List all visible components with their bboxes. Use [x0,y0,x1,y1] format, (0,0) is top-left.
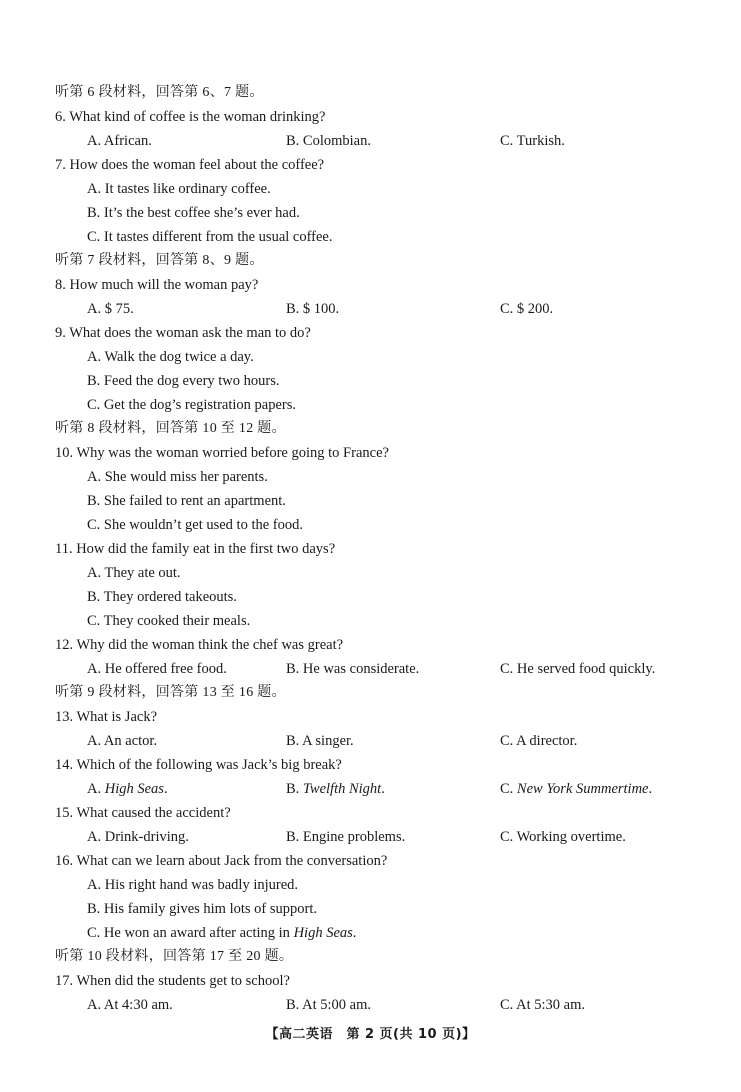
question-14-options [0,778,741,800]
question-7: 7. How does the woman feel about the coffee? [55,157,325,173]
option-c: C. $ 200. [500,301,554,317]
option-a: A. Drink-driving. [87,829,189,845]
question-6-options [0,130,741,152]
option-a [87,778,168,800]
title-italic: High Seas [104,781,164,797]
question-9: 9. What does the woman ask the man to do? [55,325,311,341]
section-8-heading: 听第 8 段材料，回答第 10 至 12 题。 [55,421,286,436]
option-c: C. She wouldn’t get used to the food. [87,517,304,533]
option-b: B. It’s the best coffee she’s ever had. [87,205,300,221]
option-b: B. Colombian. [286,133,371,149]
period: . [648,781,653,797]
question-15: 15. What caused the accident? [55,805,231,821]
title-italic: High Seas [293,925,353,941]
section-7-heading: 听第 7 段材料，回答第 8、9 题。 [55,253,264,268]
option-c: C. Get the dog’s registration papers. [87,397,296,413]
option-c [500,778,652,800]
question-16: 16. What can we learn about Jack from the conversation? [55,853,388,869]
option-a: A. Walk the dog twice a day. [87,349,254,365]
period: . [352,925,357,941]
option-c: C. They cooked their meals. [87,613,251,629]
option-a: A. An actor. [87,733,158,749]
option-b: B. Feed the dog every two hours. [87,373,280,389]
option-b: B. At 5:00 am. [286,997,371,1013]
section-9-heading: 听第 9 段材料，回答第 13 至 16 题。 [55,685,286,700]
option-a: A. They ate out. [87,565,181,581]
question-6: 6. What kind of coffee is the woman drinking? [55,109,326,125]
option-b: B. Engine problems. [286,829,406,845]
question-12-options [0,658,741,680]
option-b [286,778,385,800]
question-17-options [0,994,741,1016]
option-c: C. Working overtime. [500,829,626,845]
option-a: A. It tastes like ordinary coffee. [87,181,271,197]
question-12: 12. Why did the woman think the chef was great? [55,637,344,653]
option-c: C. Turkish. [500,133,565,149]
question-17: 17. When did the students get to school? [55,973,290,989]
period: . [381,781,385,797]
question-13-options [0,730,741,752]
option-a: A. At 4:30 am. [87,997,173,1013]
option-b: B. A singer. [286,733,354,749]
option-b: B. He was considerate. [286,661,420,677]
question-8-options [0,298,741,320]
option-c: C. He served food quickly. [500,661,656,677]
option-c [0,922,741,944]
option-b: B. They ordered takeouts. [87,589,237,605]
question-8: 8. How much will the woman pay? [55,277,259,293]
option-a: A. $ 75. [87,301,134,317]
question-15-options [0,826,741,848]
option-text: C. He won an award after acting in [87,925,294,941]
question-10: 10. Why was the woman worried before going to France? [55,445,389,461]
section-6-heading: 听第 6 段材料，回答第 6、7 题。 [55,85,264,100]
option-a: A. He offered free food. [87,661,227,677]
option-prefix: C. [500,781,517,797]
page-footer: 【高二英语 第 2 页(共 10 页)】 [265,1027,476,1042]
question-11: 11. How did the family eat in the first two days? [55,541,336,557]
period: . [163,781,168,797]
option-a: A. She would miss her parents. [87,469,268,485]
option-c: C. A director. [500,733,578,749]
option-b: B. His family gives him lots of support. [87,901,317,917]
option-c: C. It tastes different from the usual coffee. [87,229,333,245]
title-italic: New York Summertime [516,781,649,797]
option-b: B. $ 100. [286,301,340,317]
question-13: 13. What is Jack? [55,709,158,725]
option-a: A. African. [87,133,152,149]
option-a: A. His right hand was badly injured. [87,877,299,893]
section-10-heading: 听第 10 段材料，回答第 17 至 20 题。 [55,949,294,964]
title-italic: Twelfth Night [302,781,382,797]
option-prefix: B. [286,781,303,797]
option-b: B. She failed to rent an apartment. [87,493,286,509]
option-c: C. At 5:30 am. [500,997,585,1013]
question-14: 14. Which of the following was Jack’s big break? [55,757,342,773]
option-prefix: A. [87,781,105,797]
